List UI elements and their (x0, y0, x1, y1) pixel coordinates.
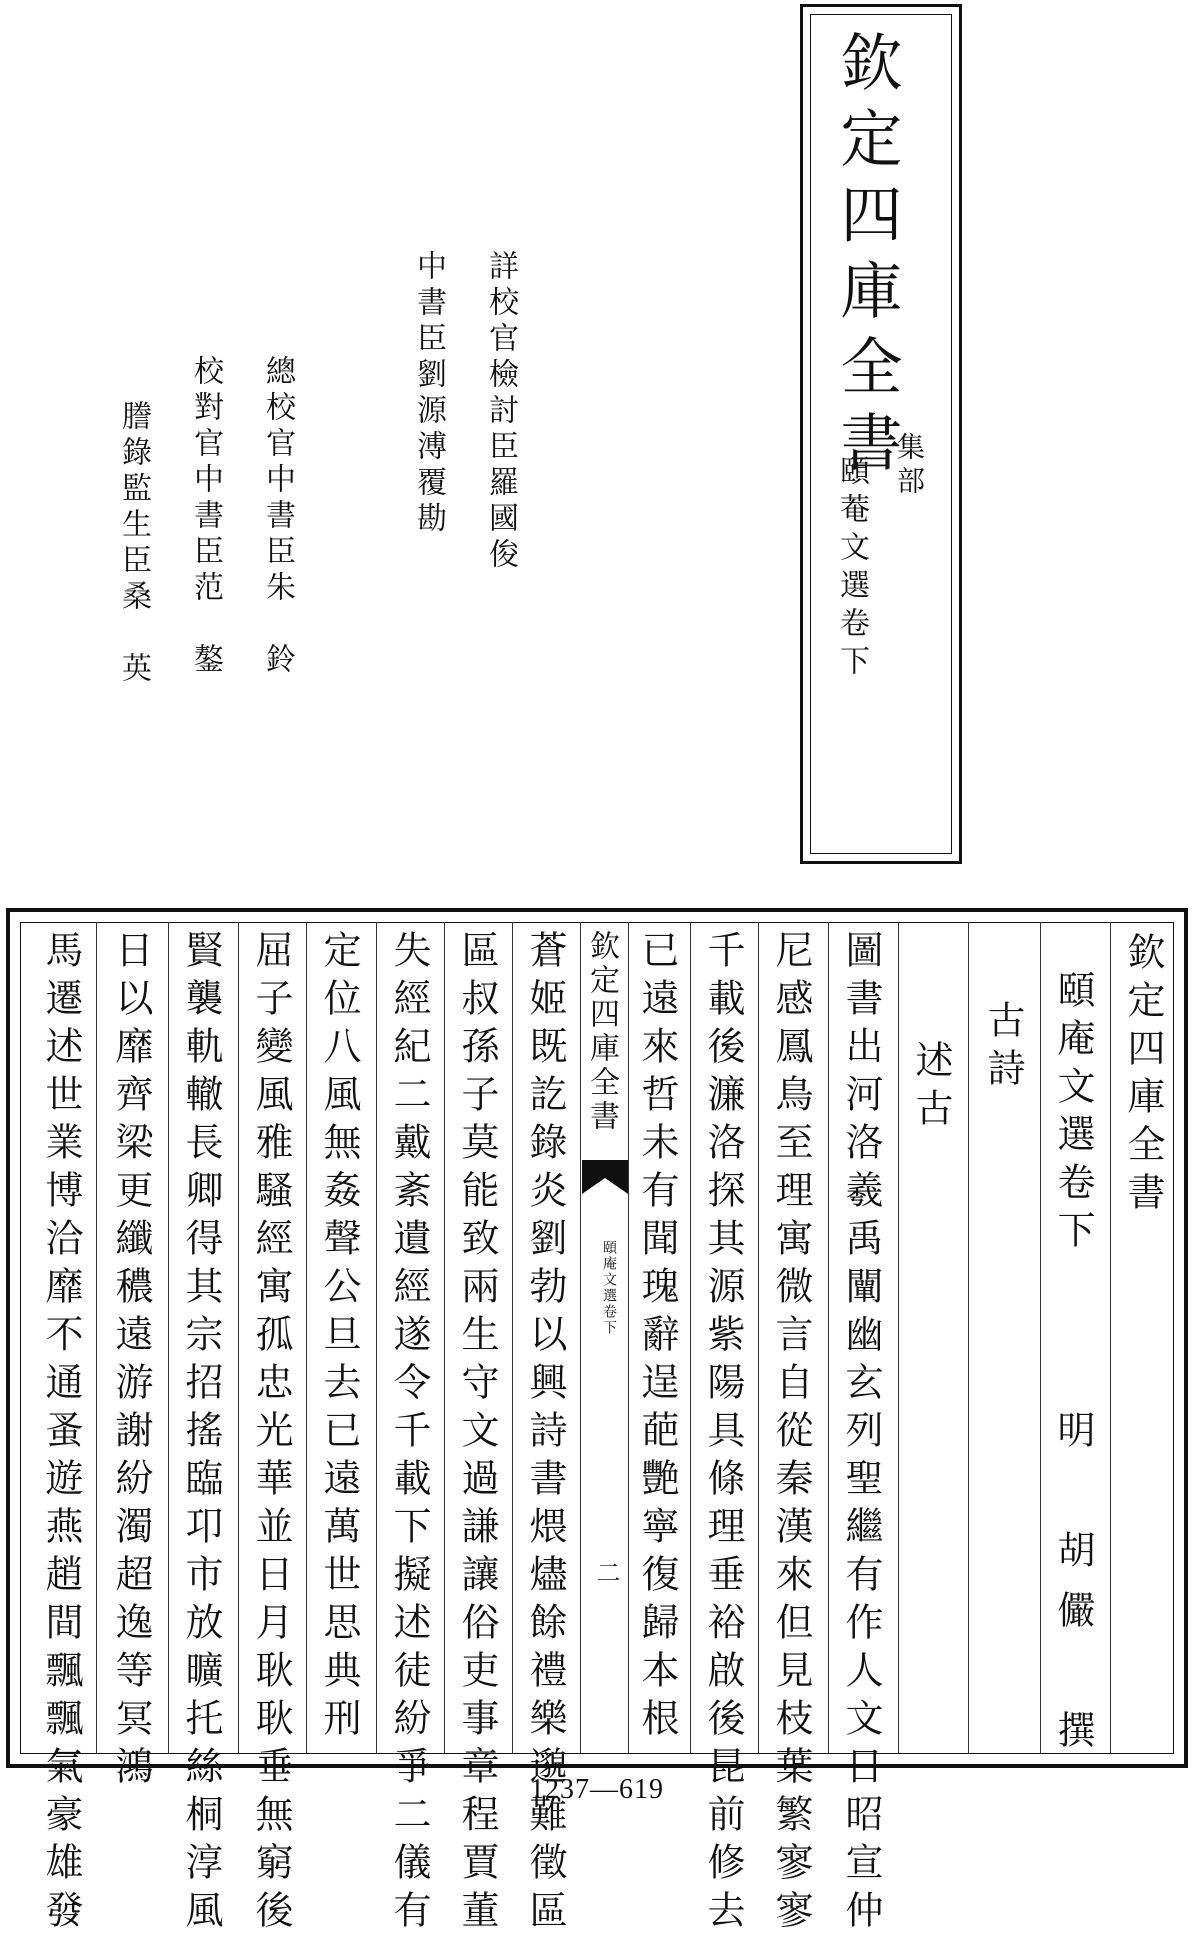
text-line: 屈子變風雅騷經寓孤忠光華並日月耿耿垂無窮後 (249, 930, 293, 1938)
column-rule (580, 922, 581, 1754)
page-header-title: 欽定四庫全書 (1121, 932, 1165, 1220)
volume-label: 頤菴文選卷下 (834, 455, 869, 683)
column-rule (690, 922, 691, 1754)
column-rule (1040, 922, 1041, 1754)
center-page-number: 二 (592, 1560, 620, 1584)
author-line: 明 胡儼 撰 (1051, 1410, 1095, 1770)
credit-collator: 校對官中書臣范 鏊 (188, 355, 223, 679)
text-line: 失經紀二戴紊遺經遂令千載下擬述徒紛爭二儀有 (387, 930, 431, 1938)
text-line: 日以靡齊梁更纖穠遠游謝紛濁超逸等冥鴻 (109, 930, 153, 1794)
text-line: 賢襲軌轍長卿得其宗招搖臨卭市放曠托絲桐淳風 (179, 930, 223, 1938)
text-line: 區叔孫子莫能致兩生守文過謙讓俗吏事章程賈董 (455, 930, 499, 1938)
poem-title: 述古 (909, 1040, 953, 1136)
credit-copyist: 謄錄監生臣桑 英 (116, 400, 151, 688)
center-book-title: 頤庵文選卷下 (601, 1240, 617, 1336)
column-rule (444, 922, 445, 1754)
fishtail-mark (582, 1160, 628, 1194)
section-label: 集部 (893, 432, 926, 500)
column-rule (96, 922, 97, 1754)
category-heading: 古詩 (981, 1000, 1025, 1096)
column-rule (828, 922, 829, 1754)
column-rule (238, 922, 239, 1754)
column-rule (168, 922, 169, 1754)
text-line: 圖書出河洛羲禹闡幽玄列聖繼有作人文日昭宣仲 (839, 930, 883, 1938)
column-rule (306, 922, 307, 1754)
text-line: 尼感鳳鳥至理寓微言自從秦漢來但見枝葉繁寥寥 (769, 930, 813, 1938)
text-line: 已遠來哲未有聞瑰辭逞葩艷寧復歸本根 (635, 930, 679, 1746)
credit-chief-editor: 總校官中書臣朱 鈴 (260, 355, 295, 679)
column-rule (628, 922, 629, 1754)
book-title: 頤庵文選卷下 (1051, 970, 1095, 1258)
column-rule (758, 922, 759, 1754)
text-line: 蒼姬既訖錄炎劉勃以興詩書煨燼餘禮樂邈難徵區 (523, 930, 567, 1938)
column-rule (968, 922, 969, 1754)
credit-proofreader: 詳校官檢討臣羅國俊 (483, 250, 518, 574)
column-rule (376, 922, 377, 1754)
page-reference: 1237—619 (530, 1774, 664, 1805)
column-rule (512, 922, 513, 1754)
main-title: 欽定四庫全書 (830, 30, 903, 486)
column-rule (1110, 922, 1111, 1754)
column-rule (898, 922, 899, 1754)
center-title: 欽定四庫全書 (584, 930, 619, 1134)
text-line: 千載後濂洛探其源紫陽具條理垂裕啟後昆前修去 (701, 930, 745, 1938)
credit-reviewer: 中書臣劉源溥覆勘 (411, 250, 446, 538)
text-line: 定位八風無姦聲公旦去已遠萬世思典刑 (317, 930, 361, 1746)
text-line: 馬遷述世業博洽靡不通蚤遊燕趙間飄飄氣豪雄發 (39, 930, 83, 1938)
